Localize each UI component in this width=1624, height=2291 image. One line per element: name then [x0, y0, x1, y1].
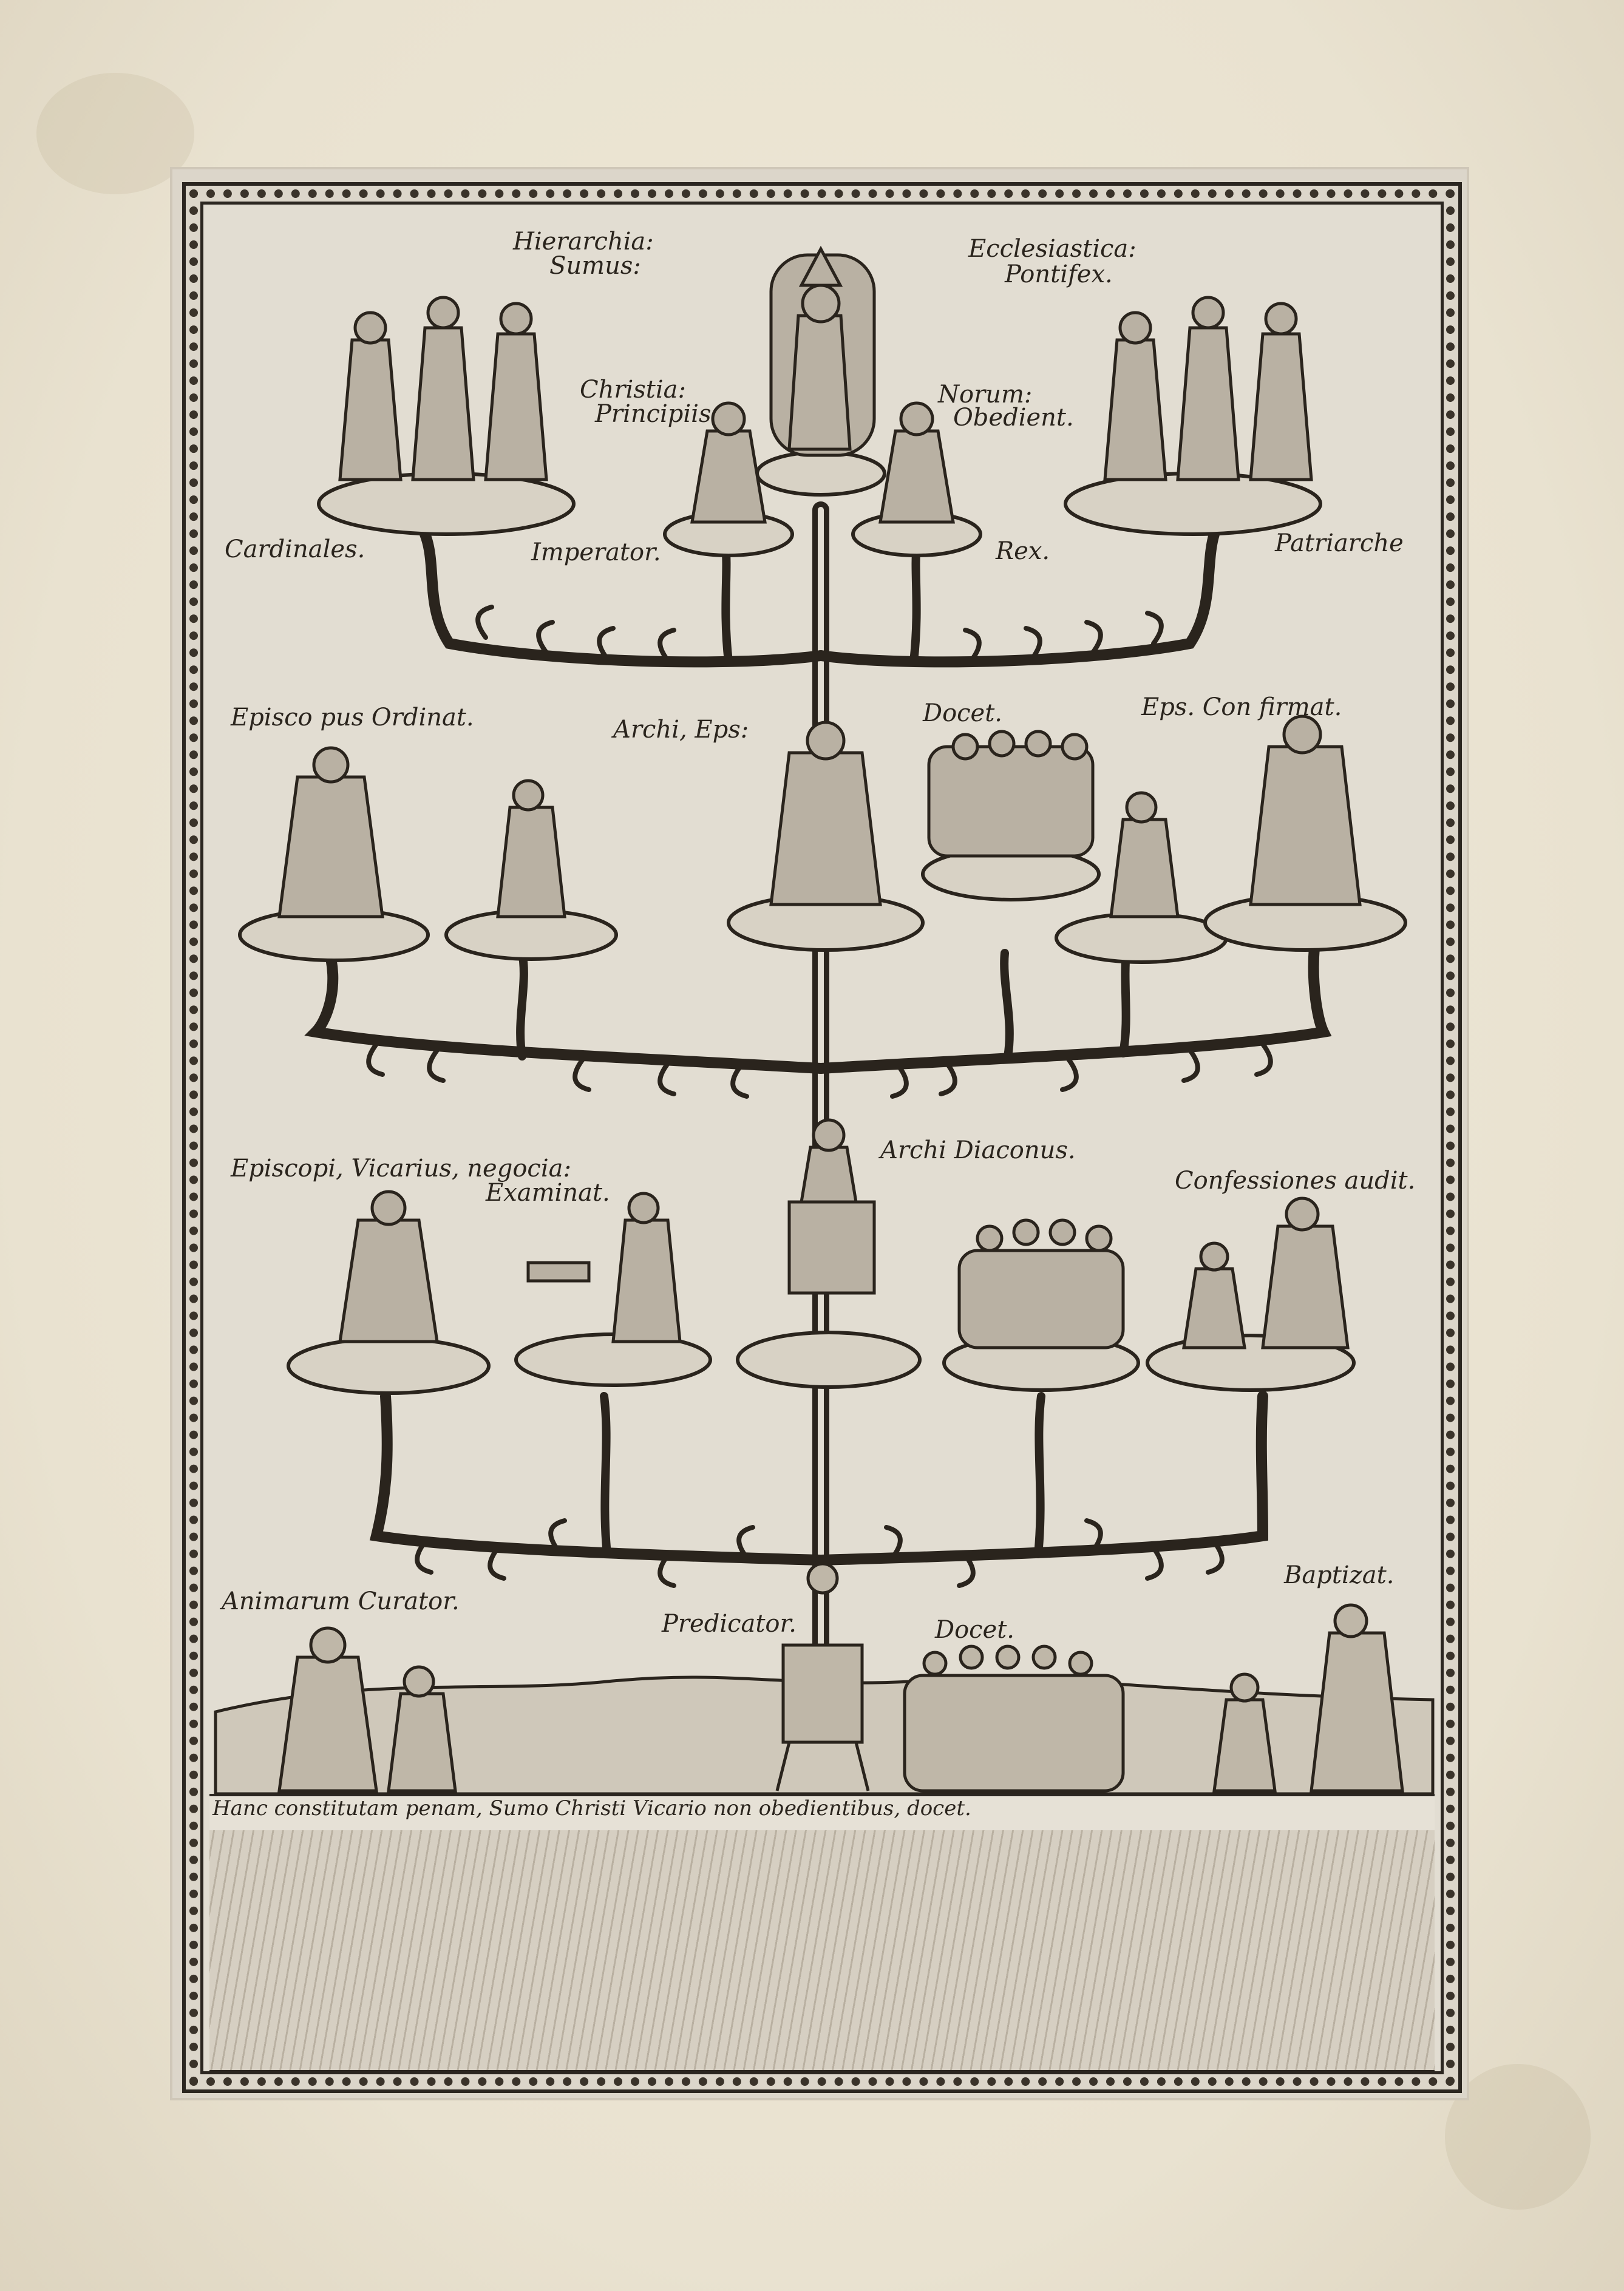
label-obedient: Obedient. — [953, 404, 1074, 432]
vicarius-figure — [340, 1192, 437, 1342]
platform-vicarius — [288, 1339, 489, 1393]
examinat-scene — [528, 1193, 680, 1342]
archiepiscopus-figure — [771, 722, 880, 905]
label-ecclesiastica: Ecclesiastica: — [968, 235, 1136, 263]
confessiones-scene — [1184, 1198, 1348, 1348]
label-christia: Christia: — [580, 376, 686, 404]
platform-pontifex — [757, 452, 885, 495]
label-examinat: Examinat. — [486, 1179, 610, 1207]
label-episcopi-vicarius: Episcopi, Vicarius, negocia: — [231, 1155, 571, 1183]
caption-text: Hanc constitutam penam, Sumo Christi Vicario non obedientibus, docet. — [212, 1796, 971, 1821]
label-archi-eps: Archi, Eps: — [613, 716, 749, 744]
label-norum: Norum: — [938, 381, 1033, 409]
label-imperator: Imperator. — [531, 538, 661, 566]
patriarche-group — [1105, 297, 1311, 480]
confirmand-figure — [1111, 793, 1178, 917]
branch-lower-left — [376, 1396, 821, 1560]
label-cardinales: Cardinales. — [225, 535, 365, 563]
branch-middle-left — [316, 947, 821, 1068]
docet-group — [929, 731, 1093, 856]
label-predicator: Predicator. — [662, 1610, 797, 1638]
platform-patriarche — [1065, 473, 1320, 534]
label-archi-diaconus: Archi Diaconus. — [880, 1136, 1076, 1164]
label-baptizat: Baptizat. — [1284, 1561, 1395, 1589]
platform-cardinales — [319, 473, 574, 534]
label-principiis: Principiis — [595, 400, 712, 428]
label-confessiones-audit: Confessiones audit. — [1175, 1167, 1416, 1195]
label-animarum-curator: Animarum Curator. — [222, 1587, 460, 1615]
branch-middle-right — [821, 947, 1323, 1068]
label-eps-confirmat: Eps. Con firmat. — [1141, 693, 1342, 721]
ordinand-figure — [498, 781, 565, 917]
archidiaconus-figure — [789, 1120, 874, 1293]
label-episcopus-ordinat: Episco pus Ordinat. — [231, 704, 474, 731]
congregation-group — [905, 1646, 1123, 1791]
platform-confirmand — [1056, 914, 1226, 962]
label-pontifex: Pontifex. — [1005, 260, 1113, 288]
episcopus-figure — [279, 748, 382, 917]
cardinales-group — [340, 297, 546, 480]
confirmat-figure — [1251, 716, 1360, 905]
label-docet-2: Docet. — [935, 1616, 1015, 1644]
pontifex-figure — [771, 249, 874, 455]
label-hierarchia: Hierarchia: — [513, 228, 654, 256]
label-docet-1: Docet. — [923, 699, 1003, 727]
hell-scene — [209, 1830, 1435, 2072]
label-rex: Rex. — [996, 537, 1050, 565]
confessors-group — [959, 1220, 1123, 1348]
platform-archidiaconus — [738, 1332, 920, 1387]
label-sumus: Sumus: — [549, 252, 641, 280]
rex-figure — [880, 403, 953, 522]
label-patriarche: Patriarche — [1275, 529, 1404, 557]
